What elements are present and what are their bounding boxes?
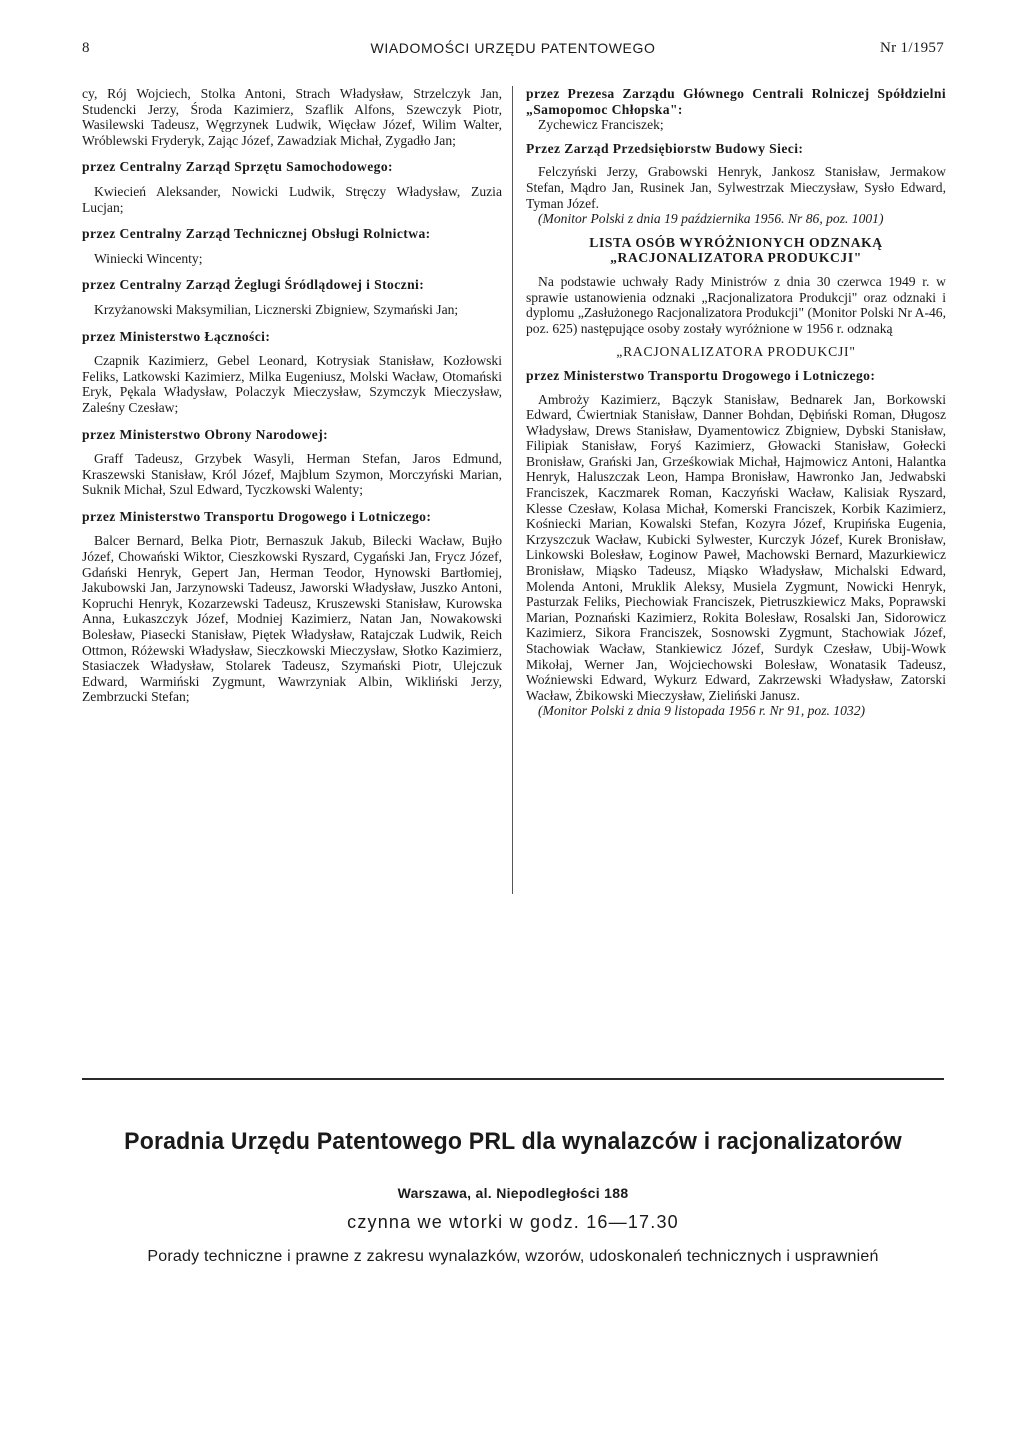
intro-paragraph: Na podstawie uchwały Rady Ministrów z dnia 30 czerwca 1949 r. w sprawie ustanowienia odznaki „Racjonalizatora Produkcji" oraz odznaki i dyplomu „Zasłużonego Racjonalizatora Produkcji" (Monitor Polski Nr A-46, poz. 625) następujące osoby zostały wyróżnione w 1956 r. odznaką: [526, 273, 946, 336]
name-list: Krzyżanowski Maksymilian, Licznerski Zbigniew, Szymański Jan;: [94, 301, 459, 317]
advert-hours: czynna we wtorki w godz. 16—17.30: [347, 1212, 679, 1232]
advert-title: Poradnia Urzędu Patentowego PRL dla wynalazców i racjonalizatorów: [124, 1128, 902, 1155]
column-divider: [512, 86, 513, 894]
section-heading: przez Prezesa Zarządu Głównego Centrali Rolniczej Spółdzielni „Samopomoc Chłopska":: [526, 86, 946, 117]
name-list: Winiecki Wincenty;: [94, 250, 203, 266]
issue-number: Nr 1/1957: [880, 40, 944, 56]
right-column: [526, 86, 946, 719]
citation: (Monitor Polski z dnia 19 października 1956. Nr 86, poz. 1001): [538, 211, 884, 227]
list-title-badge: „RACJONALIZATORA PRODUKCJI": [610, 250, 862, 266]
name-list: Zychewicz Franciszek;: [538, 117, 664, 133]
section-heading: przez Ministerstwo Transportu Drogowego i Lotniczego:: [82, 508, 432, 524]
continued-name-list: cy, Rój Wojciech, Stolka Antoni, Strach Władysław, Strzelczyk Jan, Studencki Jerzy, Środa Kazimierz, Szaflik Alfons, Szewczyk Piotr, Wasilewski Tadeusz, Węgrzynek Ludwik, Więcław Józef, Wilim Walter, Wróblewski Fryderyk, Zając Józef, Zawadziak Michał, Zygadło Jan;: [82, 86, 502, 148]
section-heading: przez Ministerstwo Obrony Narodowej:: [82, 426, 329, 442]
advert-description: Porady techniczne i prawne z zakresu wynalazków, wzorów, udoskonaleń technicznych i usprawnień: [147, 1248, 879, 1265]
citation: (Monitor Polski z dnia 9 listopada 1956 r. Nr 91, poz. 1032): [538, 703, 866, 719]
section-heading: Przez Zarząd Przedsiębiorstw Budowy Sieci:: [526, 140, 804, 156]
name-list: Felczyński Jerzy, Grabowski Henryk, Jankosz Stanisław, Jermakow Stefan, Mądro Jan, Rusinek Jan, Sylwestrzak Mieczysław, Sysło Edward, Tyman Józef.: [526, 164, 946, 211]
horizontal-rule: [82, 1078, 944, 1080]
badge-subheading: „RACJONALIZATORA PRODUKCJI": [616, 344, 856, 360]
name-list: Czapnik Kazimierz, Gebel Leonard, Kotrysiak Stanisław, Kozłowski Feliks, Latkowski Kazimierz, Milka Eugeniusz, Molski Wacław, Otomański Eryk, Pękala Władysław, Polaczyk Mieczysław, Szymczyk Mieczysław, Zaleśny Czesław;: [82, 353, 502, 415]
name-list: Graff Tadeusz, Grzybek Wasyli, Herman Stefan, Jaros Edmund, Kraszewski Stanisław, Król Józef, Majblum Szymon, Morczyński Marian, Suknik Michał, Szul Edward, Tyczkowski Walenty;: [82, 451, 502, 498]
section-heading: przez Centralny Zarząd Technicznej Obsługi Rolnictwa:: [82, 226, 431, 242]
page-number: 8: [82, 40, 90, 56]
name-list: Kwiecień Aleksander, Nowicki Ludwik, Stręczy Władysław, Zuzia Lucjan;: [82, 183, 502, 215]
list-title: LISTA OSÓB WYRÓŻNIONYCH ODZNAKĄ: [589, 234, 883, 250]
section-heading: przez Centralny Zarząd Żeglugi Śródlądowej i Stoczni:: [82, 277, 425, 293]
left-column: [82, 86, 502, 705]
name-list: Balcer Bernard, Belka Piotr, Bernaszuk Jakub, Bilecki Wacław, Bujło Józef, Chowański Wiktor, Cieszkowski Ryszard, Cygański Jan, Frycz Józef, Gdański Henryk, Gepert Jan, Herman Teodor, Hynowski Bartłomiej, Jakubowski Jan, Jarzynowski Tadeusz, Jaworski Władysław, Juszko Antoni, Kopruchi Henryk, Kozarzewski Tadeusz, Kruszewski Stanisław, Kurowska Anna, Łukaszczyk Józef, Modniej Kazimierz, Natan Jan, Nowakowski Bolesław, Piasecki Stanisław, Piętek Władysław, Ratajczak Ludwik, Reich Ottmon, Różewski Władysław, Sieczkowski Mieczysław, Słotko Kazimierz, Stasiaczek Władysław, Stolarek Tadeusz, Szymański Piotr, Ulejczuk Edward, Warmiński Zygmunt, Wawrzyniak Albin, Wikliński Jerzy, Zembrzucki Stefan;: [82, 533, 502, 705]
section-heading: przez Ministerstwo Transportu Drogowego i Lotniczego:: [526, 367, 876, 383]
section-heading: przez Centralny Zarząd Sprzętu Samochodowego:: [82, 159, 393, 175]
section-heading: przez Ministerstwo Łączności:: [82, 328, 271, 344]
running-title: WIADOMOŚCI URZĘDU PATENTOWEGO: [370, 40, 656, 56]
name-list: Ambroży Kazimierz, Bączyk Stanisław, Bednarek Jan, Borkowski Edward, Ćwiertniak Stanisław, Danner Bohdan, Dębiński Roman, Długosz Władysław, Drews Stanisław, Dyamentowicz Zbigniew, Dybski Stanisław, Filipiak Stanisław, Foryś Kazimierz, Głowacki Stanisław, Gołecki Bronisław, Grański Jan, Grześkowiak Michał, Hajmowicz Antoni, Halantka Henryk, Haluszczak Leon, Hampa Bronisław, Hawronko Jan, Jedwabski Franciszek, Kaczmarek Roman, Kaczyński Wacław, Kalisiak Ryszard, Klesse Czesław, Kolasa Michał, Komerski Franciszek, Korbik Kazimierz, Kośniecki Marian, Kowalski Stefan, Kozyra Józef, Krupińska Eugenia, Krzyszczuk Wacław, Kubicki Sylwester, Kurczyk Józef, Kurek Bronisław, Linkowski Bolesław, Łoginow Paweł, Machowski Bernard, Mazurkiewicz Bronisław, Miąsko Tadeusz, Miąsko Władysław, Michalski Edward, Molenda Antoni, Mruklik Aleksy, Musiela Zygmunt, Nowicki Henryk, Pasturzak Feliks, Piechowiak Franciszek, Pietruszkiewicz Maks, Poprawski Marian, Poznański Kazimierz, Rokita Bolesław, Rosalski Jan, Sidorowicz Kazimierz, Sikora Franciszek, Sosnowski Zygmunt, Stachowiak Józef, Stachowiak Wacław, Stankiewicz Józef, Surdyk Czesław, Ubij-Wowk Mikołaj, Werner Jan, Wojciechowski Bolesław, Wonatasik Tadeusz, Woźniewski Edward, Wykurz Edward, Zakrzewski Władysław, Zatorski Wacław, Żbikowski Mieczysław, Zieliński Janusz.: [526, 391, 946, 703]
page-header: [82, 40, 944, 64]
advert-address: Warszawa, al. Niepodległości 188: [397, 1185, 629, 1201]
